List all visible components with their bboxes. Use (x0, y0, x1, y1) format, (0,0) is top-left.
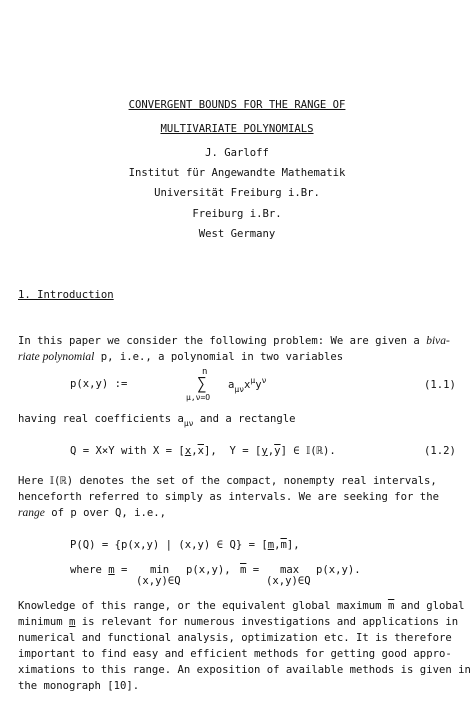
paragraph-4-line-4: important to find easy and efficient methods for getting good appro- (18, 648, 452, 660)
paragraph-2: having real coefficients $a_{\mu\nu}$ and a rectangle (18, 413, 296, 428)
title-line-1: CONVERGENT BOUNDS FOR THE RANGE OF (128, 99, 346, 111)
affiliation-country: West Germany (198, 228, 276, 240)
author-name: J. Garloff (205, 147, 269, 159)
equation-min-subscript: (x,y)∈Q (136, 575, 181, 587)
equation-minmax-where: where m = (70, 564, 128, 576)
equation-1-sum-symbol: ∑ (197, 374, 207, 393)
equation-1-sum-upper: n (202, 367, 208, 377)
paragraph-4-line-2: minimum m is relevant for numerous investigations and applications in (18, 616, 459, 628)
paragraph-3-line-3: range of p over Q, i.e., (18, 507, 167, 519)
paragraph-3-line-2: henceforth referred to simply as intervals. We are seeking for the (18, 491, 439, 503)
equation-max-subscript: (x,y)∈Q (266, 575, 311, 587)
equation-max-expression: p(x,y). (316, 564, 361, 576)
paragraph-1-line-1: In this paper we consider the following problem: We are given a biva- (18, 335, 450, 347)
paragraph-1-line-2: riate polynomial p, i.e., a polynomial in two variables (18, 351, 344, 363)
equation-1-term: $a_{\mu\nu}x^\mu y^\nu$ (228, 376, 267, 394)
title-line-2: MULTIVARIATE POLYNOMIALS (160, 123, 314, 135)
paragraph-4-line-1: Knowledge of this range, or the equivalent global maximum $\overline{m}$ and global (18, 600, 465, 612)
equation-1-sum-lower: μ,ν=O (186, 393, 211, 402)
affiliation-institute: Institut für Angewandte Mathematik (128, 167, 346, 179)
equation-max-lhs: $\overline{m}$ = (240, 564, 260, 576)
affiliation-university: Universität Freiburg i.Br. (154, 187, 320, 199)
equation-1-lhs: p(x,y) := (70, 378, 128, 390)
equation-range: P(Q) = {p(x,y) | (x,y) ∈ $Q\} = [m,\overline{m}]$, (70, 539, 300, 551)
paragraph-3-line-1: Here 𝕀(ℝ) denotes the set of the compact, nonempty real intervals, (18, 475, 437, 487)
equation-max-operator: max (280, 564, 300, 576)
paragraph-4-line-6: the monograph [10]. (18, 680, 140, 692)
affiliation-city: Freiburg i.Br. (192, 208, 282, 220)
paragraph-4-line-5: ximations to this range. An exposition of available methods is given in (18, 664, 471, 676)
section-heading: 1. Introduction (18, 289, 114, 301)
paragraph-4-line-3: numerical and functional analysis, optimization etc. It is therefore (18, 632, 452, 644)
equation-2-number: (1.2) (424, 445, 456, 457)
equation-min-operator: min (150, 564, 170, 576)
equation-min-expression: p(x,y), (186, 564, 231, 576)
equation-2: Q = X×Y with $X = [x,\overline{x}]$, $Y = [y,\overline{y}]$ ∈ 𝕀(ℝ). (70, 445, 336, 457)
equation-1-number: (1.1) (424, 379, 456, 391)
